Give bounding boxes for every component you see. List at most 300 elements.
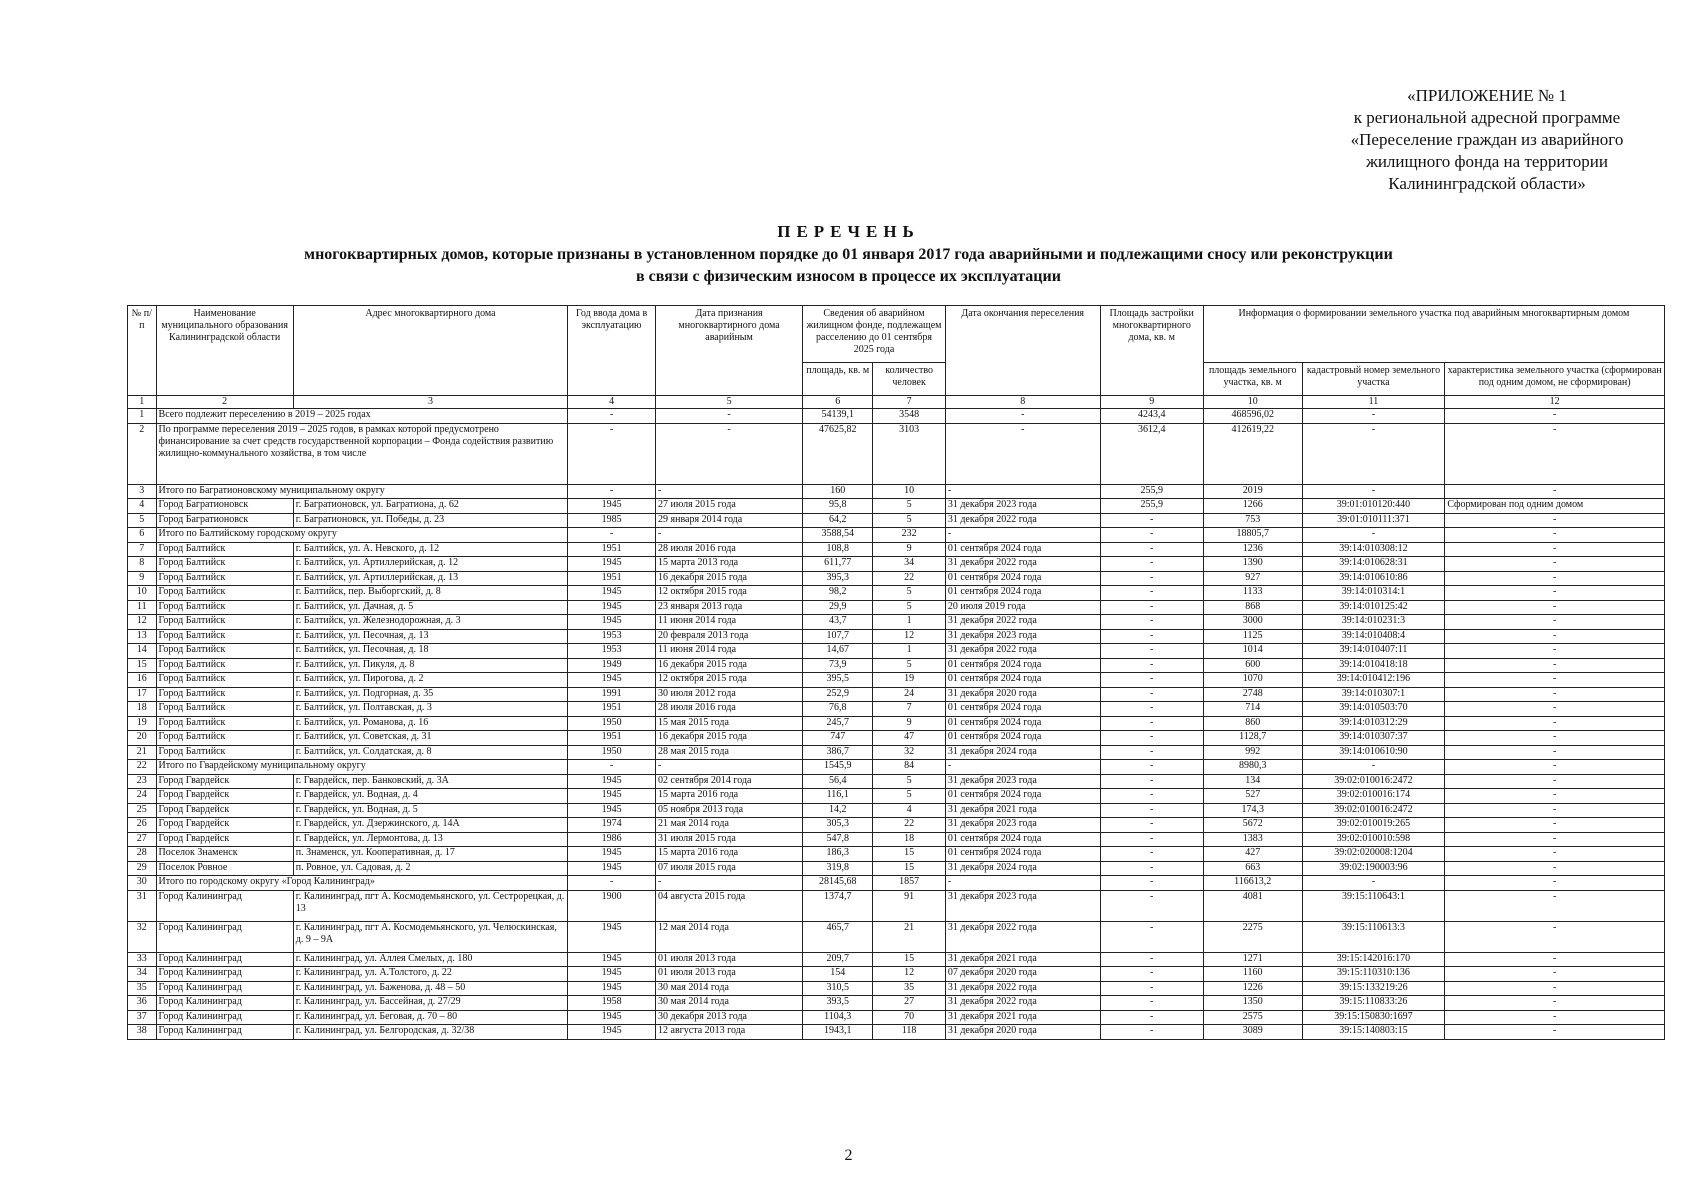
cell-cadastral: 39:02:020008:1204 <box>1302 847 1445 862</box>
row-num: 28 <box>128 847 157 862</box>
cell-end: 01 сентября 2024 года <box>945 716 1100 731</box>
cell-build: - <box>1100 789 1203 804</box>
cell-land-area: 1236 <box>1203 542 1302 557</box>
cell-people: 1 <box>873 644 945 659</box>
cell-cadastral: - <box>1302 876 1445 891</box>
cell-address: г. Балтийск, ул. Железнодорожная, д. 3 <box>293 615 567 630</box>
cell-date: 30 мая 2014 года <box>656 996 803 1011</box>
cell-address: г. Калининград, пгт А. Космодемьянского, ул. Челюскинская, д. 9 – 9А <box>293 921 567 952</box>
cell-people: 12 <box>873 967 945 982</box>
table-row <box>128 629 1665 644</box>
cell-people: 4 <box>873 803 945 818</box>
cell-land-area: 860 <box>1203 716 1302 731</box>
title-main: ПЕРЕЧЕНЬ <box>777 222 920 241</box>
cell-land-area: 1070 <box>1203 673 1302 688</box>
cell-cadastral: 39:14:010312:29 <box>1302 716 1445 731</box>
cell-end: 31 декабря 2022 года <box>945 996 1100 1011</box>
cell-year: - <box>568 423 656 484</box>
row-num: 10 <box>128 586 157 601</box>
cell-build: - <box>1100 876 1203 891</box>
cell-characteristic: - <box>1445 423 1665 484</box>
cell-date: 31 июля 2015 года <box>656 832 803 847</box>
cell-end: 31 декабря 2021 года <box>945 1010 1100 1025</box>
cell-cadastral: - <box>1302 760 1445 775</box>
row-num: 7 <box>128 542 157 557</box>
cell-characteristic: - <box>1445 981 1665 996</box>
cell-land-area: 753 <box>1203 513 1302 528</box>
row-num: 16 <box>128 673 157 688</box>
cell-year: 1945 <box>568 1025 656 1040</box>
cell-land-area: 1128,7 <box>1203 731 1302 746</box>
cell-address: г. Калининград, ул. Беговая, д. 70 – 80 <box>293 1010 567 1025</box>
cell-municipality: Город Гвардейск <box>156 818 293 833</box>
cell-date: 07 июля 2015 года <box>656 861 803 876</box>
cell-people: 15 <box>873 952 945 967</box>
cell-build: - <box>1100 571 1203 586</box>
col-number: 8 <box>945 396 1100 409</box>
cell-area: 1104,3 <box>803 1010 873 1025</box>
cell-end: 01 сентября 2024 года <box>945 789 1100 804</box>
cell-date: 15 марта 2016 года <box>656 847 803 862</box>
header-date: Дата признания многоквартирного дома аварийным <box>656 306 803 396</box>
cell-municipality: Город Балтийск <box>156 644 293 659</box>
cell-address: г. Балтийск, пер. Выборгский, д. 8 <box>293 586 567 601</box>
cell-characteristic: - <box>1445 803 1665 818</box>
cell-date: 30 мая 2014 года <box>656 981 803 996</box>
row-num: 8 <box>128 557 157 572</box>
summary-text: Всего подлежит переселению в 2019 – 2025 годах <box>156 409 568 424</box>
row-num: 30 <box>128 876 157 891</box>
cell-build: - <box>1100 921 1203 952</box>
cell-year: - <box>568 876 656 891</box>
cell-cadastral: 39:14:010231:3 <box>1302 615 1445 630</box>
cell-area: 73,9 <box>803 658 873 673</box>
cell-end: 31 декабря 2022 года <box>945 513 1100 528</box>
cell-year: 1945 <box>568 600 656 615</box>
cell-cadastral: 39:14:010407:11 <box>1302 644 1445 659</box>
cell-date: 15 мая 2015 года <box>656 716 803 731</box>
cell-year: - <box>568 409 656 424</box>
header-area: площадь, кв. м <box>803 363 873 396</box>
row-num: 5 <box>128 513 157 528</box>
cell-municipality: Город Балтийск <box>156 687 293 702</box>
cell-area: 14,2 <box>803 803 873 818</box>
title-subtitle-2: в связи с физическим износом в процессе их эксплуатации <box>636 268 1061 285</box>
cell-build: 4243,4 <box>1100 409 1203 424</box>
cell-build: - <box>1100 513 1203 528</box>
cell-date: 05 ноября 2013 года <box>656 803 803 818</box>
cell-year: 1950 <box>568 716 656 731</box>
cell-area: 1943,1 <box>803 1025 873 1040</box>
cell-municipality: Город Калининград <box>156 890 293 921</box>
cell-year: 1945 <box>568 557 656 572</box>
cell-area: 76,8 <box>803 702 873 717</box>
table-row <box>128 996 1665 1011</box>
cell-characteristic: - <box>1445 789 1665 804</box>
cell-date: 30 декабря 2013 года <box>656 1010 803 1025</box>
cell-year: 1985 <box>568 513 656 528</box>
cell-cadastral: 39:14:010418:18 <box>1302 658 1445 673</box>
cell-build: - <box>1100 1010 1203 1025</box>
cell-address: г. Балтийск, ул. Дачная, д. 5 <box>293 600 567 615</box>
cell-land-area: 116613,2 <box>1203 876 1302 891</box>
cell-year: 1950 <box>568 745 656 760</box>
cell-people: 5 <box>873 513 945 528</box>
cell-build: - <box>1100 1025 1203 1040</box>
row-num: 9 <box>128 571 157 586</box>
cell-people: 27 <box>873 996 945 1011</box>
cell-cadastral: - <box>1302 484 1445 499</box>
cell-cadastral: 39:14:010308:12 <box>1302 542 1445 557</box>
cell-area: 395,5 <box>803 673 873 688</box>
row-num: 19 <box>128 716 157 731</box>
cell-build: - <box>1100 542 1203 557</box>
cell-cadastral: 39:14:010307:37 <box>1302 731 1445 746</box>
cell-characteristic: - <box>1445 1010 1665 1025</box>
cell-date: 12 августа 2013 года <box>656 1025 803 1040</box>
cell-end: 31 декабря 2022 года <box>945 921 1100 952</box>
appendix-line: жилищного фонда на территории <box>1366 152 1608 171</box>
row-num: 35 <box>128 981 157 996</box>
cell-people: 91 <box>873 890 945 921</box>
table-row <box>128 600 1665 615</box>
row-num: 4 <box>128 499 157 514</box>
col-number: 4 <box>568 396 656 409</box>
cell-year: 1945 <box>568 499 656 514</box>
table-row <box>128 687 1665 702</box>
cell-land-area: 174,3 <box>1203 803 1302 818</box>
col-number: 6 <box>803 396 873 409</box>
cell-address: г. Балтийск, ул. Песочная, д. 13 <box>293 629 567 644</box>
cell-end: 20 июля 2019 года <box>945 600 1100 615</box>
cell-date: 12 октября 2015 года <box>656 673 803 688</box>
cell-build: - <box>1100 673 1203 688</box>
cell-end: 31 декабря 2024 года <box>945 745 1100 760</box>
table-row <box>128 571 1665 586</box>
cell-municipality: Город Балтийск <box>156 716 293 731</box>
cell-year: 1958 <box>568 996 656 1011</box>
cell-cadastral: - <box>1302 409 1445 424</box>
cell-address: п. Ровное, ул. Садовая, д. 2 <box>293 861 567 876</box>
subtotal-row <box>128 484 1665 499</box>
row-num: 18 <box>128 702 157 717</box>
cell-land-area: 714 <box>1203 702 1302 717</box>
row-num: 34 <box>128 967 157 982</box>
cell-end: 31 декабря 2022 года <box>945 615 1100 630</box>
table-row <box>128 716 1665 731</box>
cell-area: 29,9 <box>803 600 873 615</box>
row-num: 24 <box>128 789 157 804</box>
row-num: 33 <box>128 952 157 967</box>
cell-date: 02 сентября 2014 года <box>656 774 803 789</box>
row-num: 1 <box>128 409 157 424</box>
cell-land-area: 5672 <box>1203 818 1302 833</box>
cell-land-area: 134 <box>1203 774 1302 789</box>
cell-end: 07 декабря 2020 года <box>945 967 1100 982</box>
cell-cadastral: 39:14:010610:90 <box>1302 745 1445 760</box>
cell-date: 23 января 2013 года <box>656 600 803 615</box>
cell-people: 232 <box>873 528 945 543</box>
table-row <box>128 774 1665 789</box>
cell-year: 1945 <box>568 774 656 789</box>
cell-land-area: 992 <box>1203 745 1302 760</box>
cell-land-area: 1271 <box>1203 952 1302 967</box>
cell-year: 1945 <box>568 673 656 688</box>
cell-area: 3588,54 <box>803 528 873 543</box>
cell-build: 255,9 <box>1100 499 1203 514</box>
cell-characteristic: - <box>1445 716 1665 731</box>
cell-cadastral: 39:14:010314:1 <box>1302 586 1445 601</box>
cell-address: г. Балтийск, ул. Подгорная, д. 35 <box>293 687 567 702</box>
row-num: 38 <box>128 1025 157 1040</box>
cell-end: 01 сентября 2024 года <box>945 847 1100 862</box>
cell-area: 47625,82 <box>803 423 873 484</box>
cell-people: 22 <box>873 571 945 586</box>
cell-end: - <box>945 484 1100 499</box>
cell-municipality: Город Багратионовск <box>156 499 293 514</box>
cell-municipality: Город Гвардейск <box>156 789 293 804</box>
cell-area: 245,7 <box>803 716 873 731</box>
cell-address: г. Гвардейск, ул. Водная, д. 5 <box>293 803 567 818</box>
row-num: 36 <box>128 996 157 1011</box>
cell-build: - <box>1100 847 1203 862</box>
cell-characteristic: - <box>1445 952 1665 967</box>
cell-build: - <box>1100 745 1203 760</box>
cell-cadastral: 39:14:010503:70 <box>1302 702 1445 717</box>
cell-cadastral: 39:02:010019:265 <box>1302 818 1445 833</box>
cell-date: - <box>656 484 803 499</box>
cell-characteristic: - <box>1445 832 1665 847</box>
cell-people: 19 <box>873 673 945 688</box>
table-row <box>128 586 1665 601</box>
cell-area: 1374,7 <box>803 890 873 921</box>
cell-people: 5 <box>873 789 945 804</box>
cell-characteristic: - <box>1445 760 1665 775</box>
cell-people: 15 <box>873 847 945 862</box>
cell-characteristic: - <box>1445 600 1665 615</box>
cell-municipality: Поселок Ровное <box>156 861 293 876</box>
row-num: 3 <box>128 484 157 499</box>
cell-date: 27 июля 2015 года <box>656 499 803 514</box>
cell-characteristic: - <box>1445 818 1665 833</box>
cell-build: - <box>1100 557 1203 572</box>
table-row <box>128 673 1665 688</box>
cell-year: 1900 <box>568 890 656 921</box>
col-number: 10 <box>1203 396 1302 409</box>
cell-cadastral: - <box>1302 528 1445 543</box>
cell-year: 1945 <box>568 615 656 630</box>
table-row <box>128 921 1665 952</box>
cell-land-area: 1390 <box>1203 557 1302 572</box>
cell-end: 31 декабря 2022 года <box>945 644 1100 659</box>
cell-date: 16 декабря 2015 года <box>656 731 803 746</box>
cell-end: 31 декабря 2022 года <box>945 557 1100 572</box>
cell-cadastral: 39:15:133219:26 <box>1302 981 1445 996</box>
row-num: 32 <box>128 921 157 952</box>
subtotal-label: Итого по Багратионовскому муниципальному округу <box>156 484 568 499</box>
cell-build: - <box>1100 600 1203 615</box>
cell-land-area: 2019 <box>1203 484 1302 499</box>
cell-people: 9 <box>873 716 945 731</box>
cell-end: 01 сентября 2024 года <box>945 702 1100 717</box>
cell-characteristic: - <box>1445 557 1665 572</box>
cell-municipality: Город Балтийск <box>156 600 293 615</box>
table-row <box>128 557 1665 572</box>
row-num: 20 <box>128 731 157 746</box>
cell-land-area: 18805,7 <box>1203 528 1302 543</box>
cell-area: 395,3 <box>803 571 873 586</box>
header-land-area: площадь земельного участка, кв. м <box>1203 363 1302 396</box>
cell-area: 98,2 <box>803 586 873 601</box>
cell-cadastral: 39:14:010628:31 <box>1302 557 1445 572</box>
cell-build: - <box>1100 981 1203 996</box>
cell-year: 1945 <box>568 1010 656 1025</box>
cell-land-area: 8980,3 <box>1203 760 1302 775</box>
row-num: 21 <box>128 745 157 760</box>
cell-end: 31 декабря 2020 года <box>945 687 1100 702</box>
cell-date: 12 мая 2014 года <box>656 921 803 952</box>
header-address: Адрес многоквартирного дома <box>293 306 567 396</box>
table-row <box>128 967 1665 982</box>
cell-year: 1951 <box>568 571 656 586</box>
cell-land-area: 1160 <box>1203 967 1302 982</box>
cell-land-area: 1383 <box>1203 832 1302 847</box>
cell-cadastral: 39:14:010125:42 <box>1302 600 1445 615</box>
col-number: 9 <box>1100 396 1203 409</box>
table-row <box>128 847 1665 862</box>
row-num: 15 <box>128 658 157 673</box>
cell-date: - <box>656 760 803 775</box>
col-number: 1 <box>128 396 157 409</box>
cell-people: 70 <box>873 1010 945 1025</box>
cell-characteristic: - <box>1445 921 1665 952</box>
page-number: 2 <box>844 1147 853 1164</box>
table-row <box>128 952 1665 967</box>
table-row <box>128 615 1665 630</box>
table-row <box>128 658 1665 673</box>
cell-municipality: Город Калининград <box>156 1010 293 1025</box>
row-num: 6 <box>128 528 157 543</box>
subtotal-label: Итого по Балтийскому городскому округу <box>156 528 568 543</box>
cell-municipality: Город Калининград <box>156 981 293 996</box>
col-number: 5 <box>656 396 803 409</box>
table-row <box>128 803 1665 818</box>
cell-municipality: Город Балтийск <box>156 673 293 688</box>
header-info: Сведения об аварийном жилищном фонде, подлежащем расселению до 01 сентября 2025 года <box>803 306 946 363</box>
cell-date: 28 мая 2015 года <box>656 745 803 760</box>
cell-cadastral: 39:15:150830:1697 <box>1302 1010 1445 1025</box>
cell-cadastral: 39:15:110310:136 <box>1302 967 1445 982</box>
table-row <box>128 890 1665 921</box>
cell-cadastral: 39:02:190003:96 <box>1302 861 1445 876</box>
row-num: 25 <box>128 803 157 818</box>
row-num: 13 <box>128 629 157 644</box>
cell-people: 32 <box>873 745 945 760</box>
cell-characteristic: - <box>1445 673 1665 688</box>
cell-end: 31 декабря 2023 года <box>945 499 1100 514</box>
cell-land-area: 2748 <box>1203 687 1302 702</box>
cell-area: 310,5 <box>803 981 873 996</box>
cell-people: 84 <box>873 760 945 775</box>
cell-area: 547,8 <box>803 832 873 847</box>
cell-date: - <box>656 409 803 424</box>
cell-build: - <box>1100 803 1203 818</box>
cell-area: 108,8 <box>803 542 873 557</box>
cell-characteristic: - <box>1445 629 1665 644</box>
appendix-header <box>1317 85 1657 195</box>
cell-people: 5 <box>873 499 945 514</box>
cell-year: 1974 <box>568 818 656 833</box>
cell-end: 01 сентября 2024 года <box>945 586 1100 601</box>
cell-build: - <box>1100 528 1203 543</box>
cell-cadastral: 39:15:140803:15 <box>1302 1025 1445 1040</box>
summary-text: По программе переселения 2019 – 2025 годов, в рамках которой предусмотрено финансирование за счет средств государственной корпорации – Фонда содействия развитию жилищно-коммунального хозяйства, в том числе <box>156 423 568 484</box>
header-num: № п/п <box>128 306 157 396</box>
cell-year: 1945 <box>568 921 656 952</box>
summary-row <box>128 423 1665 484</box>
cell-people: 5 <box>873 586 945 601</box>
cell-land-area: 527 <box>1203 789 1302 804</box>
cell-area: 386,7 <box>803 745 873 760</box>
col-number: 12 <box>1445 396 1665 409</box>
subtotal-row <box>128 876 1665 891</box>
cell-area: 116,1 <box>803 789 873 804</box>
cell-land-area: 3089 <box>1203 1025 1302 1040</box>
cell-municipality: Город Балтийск <box>156 702 293 717</box>
cell-municipality: Город Калининград <box>156 952 293 967</box>
cell-year: 1953 <box>568 629 656 644</box>
cell-end: 01 сентября 2024 года <box>945 731 1100 746</box>
cell-people: 118 <box>873 1025 945 1040</box>
cell-municipality: Город Калининград <box>156 921 293 952</box>
cell-area: 747 <box>803 731 873 746</box>
cell-characteristic: - <box>1445 644 1665 659</box>
cell-land-area: 1014 <box>1203 644 1302 659</box>
header-end-date: Дата окончания переселения <box>945 306 1100 396</box>
cell-address: г. Балтийск, ул. Пикуля, д. 8 <box>293 658 567 673</box>
cell-build: - <box>1100 861 1203 876</box>
cell-cadastral: 39:14:010408:4 <box>1302 629 1445 644</box>
cell-municipality: Город Балтийск <box>156 586 293 601</box>
cell-area: 393,5 <box>803 996 873 1011</box>
cell-build: - <box>1100 629 1203 644</box>
cell-address: г. Балтийск, ул. Артиллерийская, д. 12 <box>293 557 567 572</box>
table-row <box>128 731 1665 746</box>
cell-end: 31 декабря 2023 года <box>945 629 1100 644</box>
cell-end: 01 сентября 2024 года <box>945 658 1100 673</box>
cell-date: 15 марта 2016 года <box>656 789 803 804</box>
row-num: 27 <box>128 832 157 847</box>
cell-year: 1945 <box>568 803 656 818</box>
cell-area: 186,3 <box>803 847 873 862</box>
cell-cadastral: - <box>1302 423 1445 484</box>
cell-cadastral: 39:01:010120:440 <box>1302 499 1445 514</box>
cell-area: 107,7 <box>803 629 873 644</box>
cell-year: 1945 <box>568 861 656 876</box>
cell-end: 31 декабря 2023 года <box>945 818 1100 833</box>
header-build-area: Площадь застройки многоквартирного дома, кв. м <box>1100 306 1203 396</box>
row-num: 12 <box>128 615 157 630</box>
cell-date: 28 июля 2016 года <box>656 542 803 557</box>
cell-cadastral: 39:02:010010:598 <box>1302 832 1445 847</box>
cell-date: 12 октября 2015 года <box>656 586 803 601</box>
row-num: 17 <box>128 687 157 702</box>
row-num: 14 <box>128 644 157 659</box>
cell-address: г. Багратионовск, ул. Багратиона, д. 62 <box>293 499 567 514</box>
cell-land-area: 3000 <box>1203 615 1302 630</box>
table-row <box>128 832 1665 847</box>
cell-people: 18 <box>873 832 945 847</box>
